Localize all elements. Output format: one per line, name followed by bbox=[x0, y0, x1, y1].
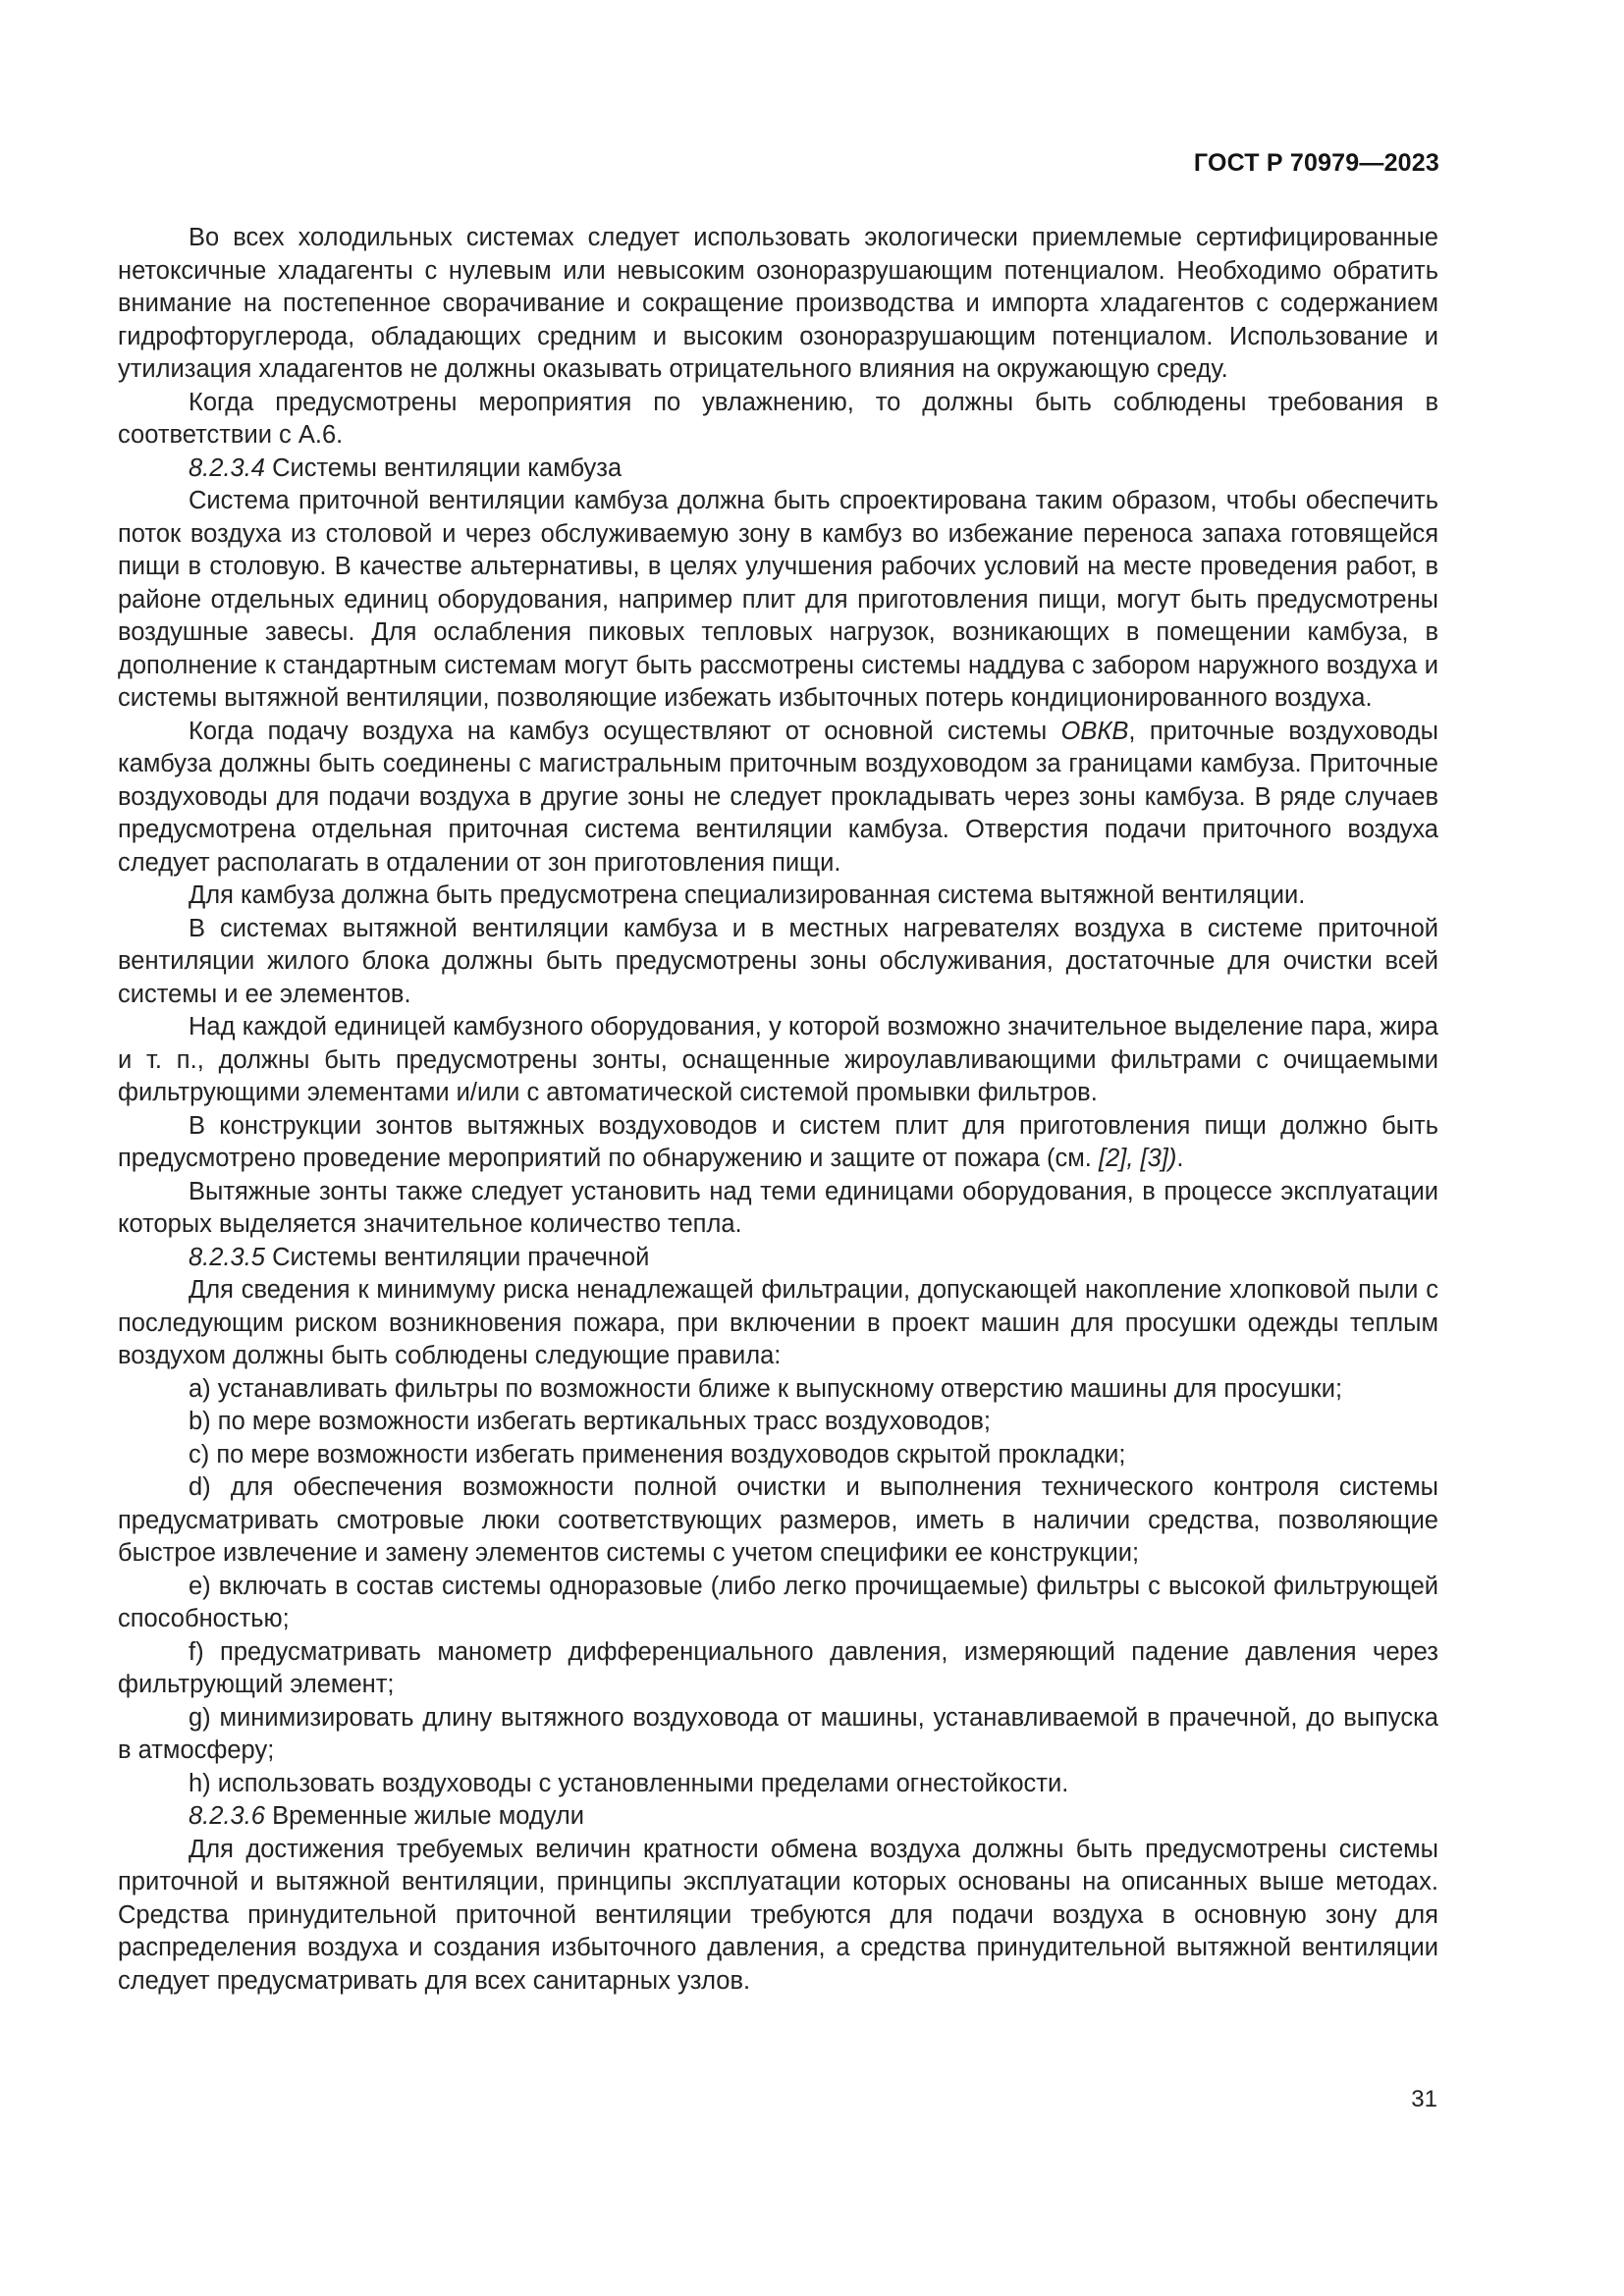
section-title: Системы вентиляции прачечной bbox=[264, 1243, 650, 1271]
section-heading-galley-ventilation bbox=[118, 453, 1438, 486]
section-number: 8.2.3.4 bbox=[189, 454, 265, 482]
paragraph-galley-supply: Система приточной вентиляции камбуза должна быть спроектирована таким образом, чтобы обеспечить поток воздуха из столовой и через обслуживаемую зону в камбуз во избежание переноса запаха готовящейся пищи в столовую. В качестве альтернативы, в целях улучшения рабочих условий на месте проведения работ, в районе отдельных единиц оборудования, например плит для приготовления пищи, могут быть предусмотрены воздушные завесы. Для ослабления пиковых тепловых нагрузок, возникающих в помещении камбуза, в дополнение к стандартным системам могут быть рассмотрены системы наддува с забором наружного воздуха и системы вытяжной вентиляции, позволяющие избежать избыточных потерь кондиционированного воздуха. bbox=[118, 487, 1438, 712]
term-ovkv: ОВКВ bbox=[1060, 717, 1129, 745]
paragraph-service-zones: В системах вытяжной вентиляции камбуза и в местных нагревателях воздуха в системе приточной вентиляции жилого блока должны быть предусмотрены зоны обслуживания, достаточные для очистки всей системы и ее элементов. bbox=[118, 914, 1438, 1008]
list-item-a: a) устанавливать фильтры по возможности ближе к выпускному отверстию машины для просушки; bbox=[189, 1374, 1343, 1403]
reference-links: [2], [3]) bbox=[1098, 1145, 1177, 1172]
paragraph-fire-protection bbox=[118, 1110, 1438, 1176]
paragraph-hoods: Над каждой единицей камбузного оборудования, у которой возможно значительное выделение пара, жира и т. п., должны быть предусмотрены зонты, оснащенные жироулавливающими фильтрами с очищаемыми фильтрующими элементами и/или с автоматической системой промывки фильтров. bbox=[118, 1013, 1438, 1106]
section-number: 8.2.3.5 bbox=[189, 1243, 265, 1271]
paragraph-galley-hvac bbox=[118, 716, 1438, 881]
text-run: . bbox=[1176, 1145, 1184, 1172]
text-run: В конструкции зонтов вытяжных воздуховодов и систем плит для приготовления пищи должно быть предусмотрено проведение мероприятий по обнаружению и защите от пожара (см. bbox=[118, 1111, 1438, 1172]
section-title: Временные жилые модули bbox=[264, 1802, 585, 1830]
list-item-b: b) по мере возможности избегать вертикальных трасс воздуховодов; bbox=[189, 1408, 991, 1435]
list-item-c: c) по мере возможности избегать применения воздуховодов скрытой прокладки; bbox=[189, 1440, 1126, 1468]
section-heading-temporary-modules bbox=[118, 1800, 1438, 1834]
list-item-f: f) предусматривать манометр дифференциального давления, измеряющий падение давления через фильтрующий элемент; bbox=[118, 1637, 1438, 1698]
paragraph-laundry-rules: Для сведения к минимуму риска ненадлежащей фильтрации, допускающей накопление хлопковой пыли с последующим риском возникновения пожара, при включении в проект машин для просушки одежды теплым воздухом должны быть соблюдены следующие правила: bbox=[118, 1276, 1438, 1369]
paragraph-exhaust-hoods-heat: Вытяжные зонты также следует установить над теми единицами оборудования, в процессе эксплуатации которых выделяется значительное количество тепла. bbox=[118, 1177, 1438, 1238]
section-heading-laundry-ventilation bbox=[118, 1242, 1438, 1275]
text-run: , приточные воздуховоды камбуза должны быть соединены с магистральным приточным воздуховодом за границами камбуза. Приточные воздуховоды для подачи воздуха в другие зоны не следует прокладывать через зоны камбуза. В ряде случаев предусмотрена отдельная приточная система вентиляции камбуза. Отверстия подачи приточного воздуха следует располагать в отдалении от зон приготовления пищи. bbox=[118, 717, 1438, 877]
paragraph-galley-exhaust: Для камбуза должна быть предусмотрена специализированная система вытяжной вентиляции. bbox=[189, 881, 1306, 909]
list-item-e: e) включать в состав системы одноразовые (либо легко прочищаемые) фильтры с высокой фильтрующей способностью; bbox=[118, 1572, 1438, 1632]
list-item-h: h) использовать воздуховоды с установленными пределами огнестойкости. bbox=[189, 1769, 1069, 1797]
section-title: Системы вентиляции камбуза bbox=[264, 454, 623, 482]
document-code-header: ГОСТ Р 70979—2023 bbox=[1193, 149, 1439, 177]
list-item-d: d) для обеспечения возможности полной очистки и выполнения технического контроля системы предусматривать смотровые люки соответствующих размеров, иметь в наличии средства, позволяющие быстрое извлечение и замену элементов системы с учетом специфики ее конструкции; bbox=[118, 1473, 1438, 1567]
text-run: Когда подачу воздуха на камбуз осуществляют от основной системы bbox=[189, 717, 1061, 745]
list-item-g: g) минимизировать длину вытяжного воздуховода от машины, устанавливаемой в прачечной, до выпуска в атмосферу; bbox=[118, 1703, 1438, 1764]
document-body bbox=[118, 222, 1438, 1998]
page-number: 31 bbox=[1411, 2086, 1437, 2112]
section-number: 8.2.3.6 bbox=[189, 1802, 265, 1830]
paragraph-humidification: Когда предусмотрены мероприятия по увлажнению, то должны быть соблюдены требования в соответствии с А.6. bbox=[118, 388, 1438, 449]
paragraph-temporary-modules: Для достижения требуемых величин кратности обмена воздуха должны быть предусмотрены системы приточной и вытяжной вентиляции, принципы эксплуатации которых основаны на описанных выше методах. Средства принудительной приточной вентиляции требуются для подачи воздуха в основную зону для распределения воздуха и создания избыточного давления, а средства принудительной вытяжной вентиляции следует предусматривать для всех санитарных узлов. bbox=[118, 1835, 1438, 1995]
paragraph-refrigerants: Во всех холодильных системах следует использовать экологически приемлемые сертифицированные нетоксичные хладагенты с нулевым или невысоким озоноразрушающим потенциалом. Необходимо обратить внимание на постепенное сворачивание и сокращение производства и импорта хладагентов с содержанием гидрофторуглерода, обладающих средним и высоким озоноразрушающим потенциалом. Использование и утилизация хладагентов не должны оказывать отрицательного влияния на окружающую среду. bbox=[118, 224, 1438, 383]
